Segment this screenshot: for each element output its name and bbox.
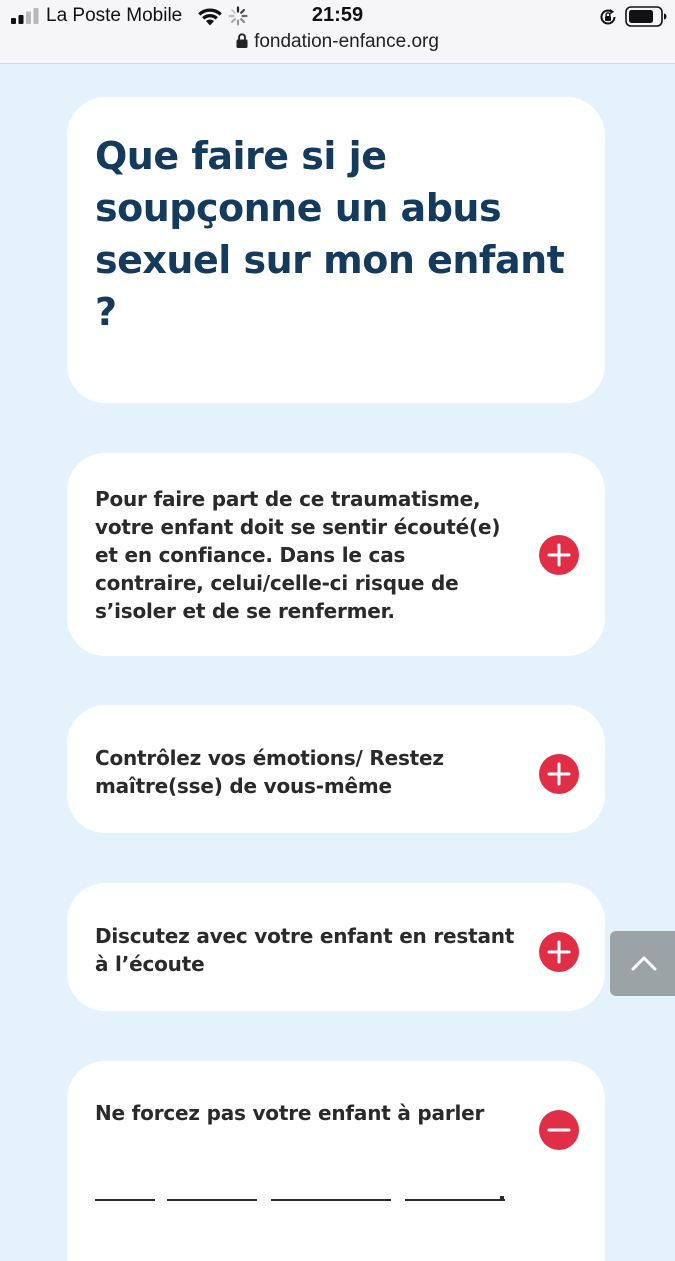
plus-icon — [539, 535, 579, 575]
plus-icon — [539, 754, 579, 794]
accordion-item[interactable] — [67, 883, 605, 1011]
accordion-text: Contrôlez vos émotions/ Restez maître(sse) de vous-même — [95, 746, 444, 798]
plus-icon — [539, 932, 579, 972]
page-title: Que faire si je soupçonne un abus sexuel sur mon enfant ? — [95, 134, 565, 334]
accordion-text: Pour faire part de ce traumatisme, votre enfant doit se sentir écouté(e) et en confiance. Dans le cas contraire, celui/celle-ci risque de s’isoler et de se renfermer. — [95, 487, 501, 623]
clock: 21:59 — [311, 4, 364, 26]
accordion-item[interactable] — [67, 705, 605, 833]
back-to-top-button[interactable] — [610, 931, 675, 996]
expand-button[interactable] — [539, 754, 579, 794]
expand-button[interactable] — [539, 535, 579, 575]
accordion-item[interactable] — [67, 453, 605, 656]
status-bar — [0, 0, 675, 64]
chevron-up-icon — [610, 931, 675, 996]
expand-button[interactable] — [539, 932, 579, 972]
collapse-button[interactable] — [539, 1110, 579, 1150]
url-text: fondation-enfance.org — [254, 31, 439, 52]
accordion-text: Ne forcez pas votre enfant à parler — [95, 1101, 485, 1125]
address-bar[interactable] — [0, 31, 675, 53]
battery-icon — [625, 6, 667, 27]
rotation-lock-icon — [598, 7, 618, 27]
carrier-name: La Poste Mobile — [46, 5, 183, 26]
accordion-text: Discutez avec votre enfant en restant à l’écoute — [95, 924, 515, 976]
accordion-item-expanded[interactable] — [67, 1061, 605, 1261]
title-card — [67, 97, 605, 403]
minus-icon — [539, 1110, 579, 1150]
lock-icon — [236, 33, 248, 48]
